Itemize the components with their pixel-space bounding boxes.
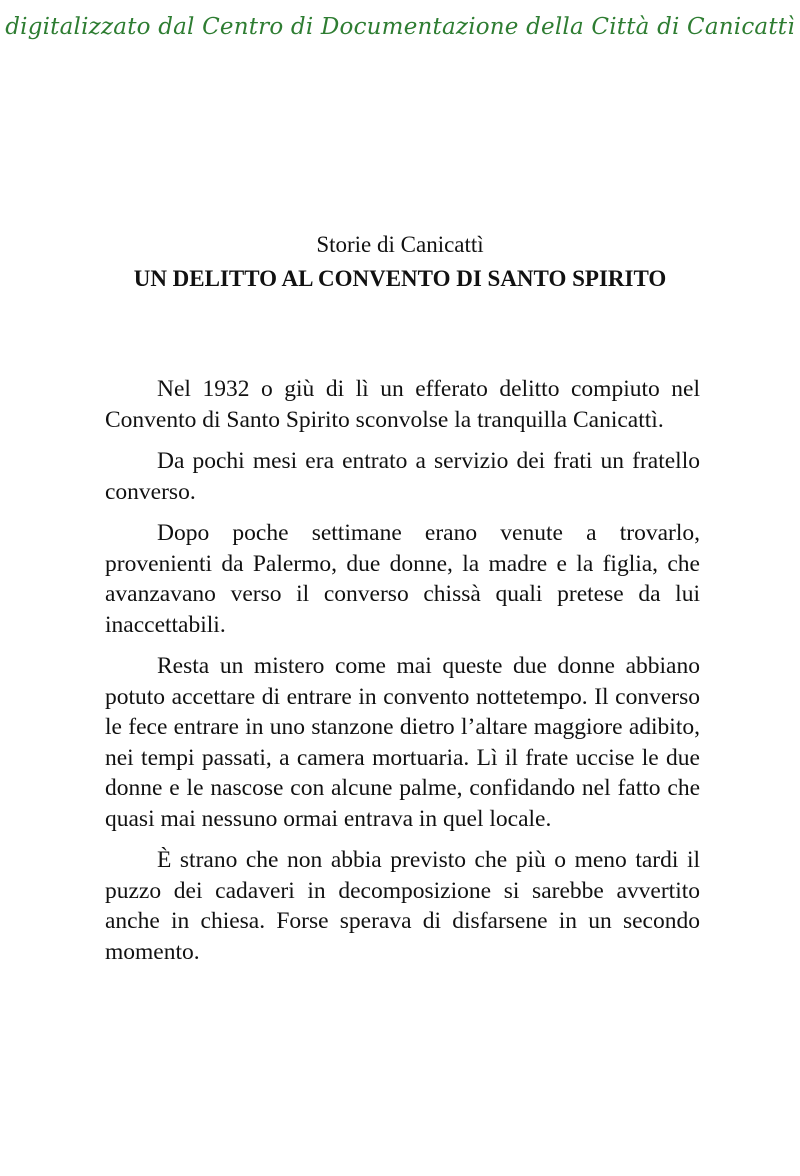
digitization-watermark: digitalizzato dal Centro di Documentazione della Città di Canicattì — [5, 14, 795, 40]
paragraph: Nel 1932 o giù di lì un efferato delitto compiuto nel Convento di Santo Spirito sconvolse la tranquilla Canicattì. — [105, 376, 700, 433]
paragraph: Da pochi mesi era entrato a servizio dei frati un fratello converso. — [105, 448, 700, 505]
series-title: Storie di Canicattì — [316, 232, 484, 257]
paragraph: Dopo poche settimane erano venute a trovarlo, provenienti da Palermo, due donne, la madre e la figlia, che avanzavano verso il converso chissà quali pretese da lui inaccettabili. — [105, 520, 700, 638]
story-body — [105, 374, 700, 978]
story-title: UN DELITTO AL CONVENTO DI SANTO SPIRITO — [133, 266, 667, 291]
paragraph: È strano che non abbia previsto che più o meno tardi il puzzo dei cadaveri in decomposizione si sarebbe avvertito anche in chiesa. Forse sperava di disfarsene in un secondo momento. — [105, 847, 700, 965]
paragraph: Resta un mistero come mai queste due donne abbiano potuto accettare di entrare in convento nottetempo. Il converso le fece entrare in uno stanzone dietro l’altare maggiore adibito, nei tempi passati, a camera mortuaria. Lì il frate uccise le due donne e le nascose con alcune palme, confidando nel fatto che quasi mai nessuno ormai entrava in quel locale. — [105, 653, 700, 832]
